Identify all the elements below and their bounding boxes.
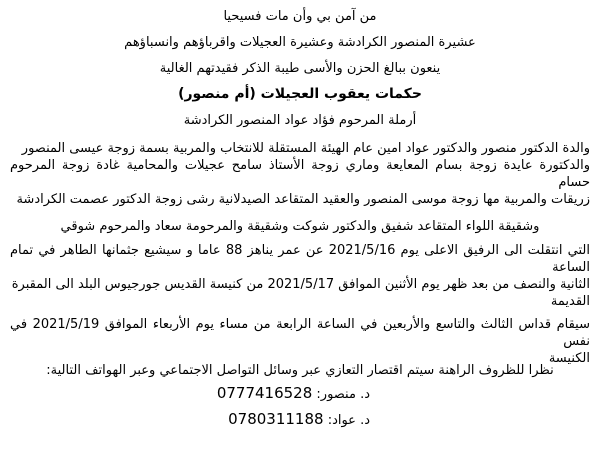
phone-label: د. منصور: [316,387,370,402]
widow-line: أرملة المرحوم فؤاد عواد المنصور الكرادشة [183,113,417,128]
paragraph-line: سيقام قداس الثالث والتاسع والأربعين في الساعة الرابعة من مساء يوم الأربعاء الموافق 2021/5/19 في نفس [10,317,590,349]
phone-label: د. عواد: [327,413,370,428]
paragraph-line: والدكتورة عايدة زوجة بسام المعايعة وماري زوجة الأستاذ سامح عجيلات والمحامية غادة زوجة المرحوم حسام [10,158,590,190]
verse-line: من آمن بي وأن مات فسيحيا [223,9,377,24]
paragraph-line: الكنيسة [548,351,590,366]
children-paragraph [10,140,590,208]
paragraph-line: التي انتقلت الى الرفيق الاعلى يوم 2021/5/16 عن عمر يناهز 88 عاما و سيشيع جثمانها الطاهر في تمام الساعة [10,243,590,275]
paragraph-line: الثانية والنصف من بعد ظهر يوم الأثنين الموافق 2021/5/17 من كنيسة القديس جورجيوس البلد الى المقبرة [11,277,590,292]
mass-paragraph [10,316,590,367]
phone-row [228,411,370,429]
paragraph-line: زريقات والمربية مها زوجة موسى المنصور والعقيد المتقاعد الصيدلانية رشى زوجة الدكتور عصمت الكرادشة [16,192,590,207]
families-line: عشيرة المنصور الكرادشة وعشيرة العجيلات واقرباؤهم وانسباؤهم [124,35,476,50]
phone-row [217,385,370,403]
phone-number: 0780311188 [228,410,324,428]
deceased-name: حكمات يعقوب العجيلات (أم منصور) [178,86,422,102]
funeral-paragraph [10,242,590,310]
paragraph-line: القديمة [550,294,590,309]
siblings-line: وشقيقة اللواء المتقاعد شفيق والدكتور شوكت وشقيقة والمرحومة سعاد والمرحوم شوقي [60,219,540,234]
phone-number: 0777416528 [216,384,313,402]
mourning-line: ينعون ببالغ الحزن والأسى طيبة الذكر فقيدتهم الغالية [159,61,441,76]
paragraph-line: والدة الدكتور منصور والدكتور عواد امين عام الهيئة المستقلة للانتخاب والمربية بسمة زوجة عيسى المنصور [21,141,590,156]
condolence-line: نظرا للظروف الراهنة سيتم اقتصار التعازي عبر وسائل التواصل الاجتماعي وعبر الهواتف التالية: [46,363,554,378]
